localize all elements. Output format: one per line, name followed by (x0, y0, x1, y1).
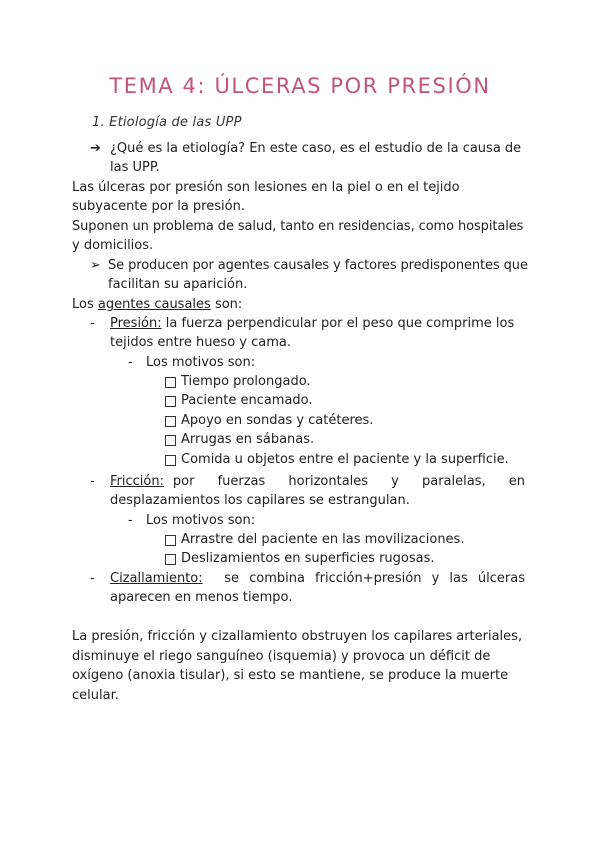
checkbox-icon (165, 416, 176, 427)
cizallamiento-line-1 (110, 569, 525, 589)
question-line-1: ¿Qué es la etiología? En este caso, es el estudio de la causa de (110, 141, 522, 156)
friccion-line-1 (110, 472, 525, 492)
dash-presion: - (90, 316, 95, 331)
causes-intro-suffix: son: (210, 297, 243, 312)
cizallamiento-text-1: se combina fricción+presión y las úlceras (224, 571, 525, 586)
checkbox-icon (165, 377, 176, 388)
presion-term: Presión: (110, 316, 162, 331)
presion-line-1 (110, 314, 525, 334)
question-line-2: las UPP. (110, 160, 160, 175)
cizallamiento-term: Cizallamiento: (110, 571, 203, 586)
friccion-motives-label: Los motivos son: (146, 513, 256, 528)
dash-friccion-motives: - (128, 513, 133, 528)
friccion-term: Fricción: (110, 474, 164, 489)
paragraph-2-line-2: y domicilios. (72, 238, 154, 253)
dash-presion-motives: - (128, 355, 133, 370)
friccion-motive-2: Deslizamientos en superficies rugosas. (181, 551, 435, 566)
presion-motive-1: Tiempo prolongado. (181, 374, 311, 389)
presion-text-1: la fuerza perpendicular por el peso que comprime los (165, 316, 515, 331)
presion-motive-2: Paciente encamado. (181, 393, 313, 408)
paragraph-2-line-1: Suponen un problema de salud, tanto en residencias, como hospitales (72, 219, 524, 234)
friccion-motive-1: Arrastre del paciente en las movilizaciones. (181, 532, 465, 547)
causes-intro (72, 295, 242, 315)
checkbox-icon (165, 435, 176, 446)
friccion-line-2: desplazamientos los capilares se estrangulan. (110, 493, 410, 508)
checkbox-icon (165, 554, 176, 565)
dash-friccion: - (90, 474, 95, 489)
arrow-icon: ➔ (90, 141, 101, 156)
bullet-arrow-icon: ➢ (90, 258, 101, 273)
causes-intro-prefix: Los (72, 297, 98, 312)
section-number: 1. (92, 115, 105, 130)
friccion-text-1: por fuerzas horizontales y paralelas, en (172, 474, 525, 489)
causes-intro-underlined: agentes causales (97, 297, 211, 312)
conclusion-line-3: oxígeno (anoxia tisular), si esto se mantiene, se produce la muerte (72, 668, 509, 683)
presion-line-2: tejidos entre hueso y cama. (110, 335, 291, 350)
conclusion-line-2: disminuye el riego sanguíneo (isquemia) y provoca un déficit de (72, 649, 491, 664)
conclusion-line-4: celular. (72, 688, 119, 703)
section-heading (92, 115, 242, 130)
paragraph-1-line-2: subyacente por la presión. (72, 199, 245, 214)
presion-motive-3: Apoyo en sondas y catéteres. (181, 413, 374, 428)
cizallamiento-line-2: aparecen en menos tiempo. (110, 590, 293, 605)
presion-motive-5: Comida u objetos entre el paciente y la superficie. (181, 452, 509, 467)
checkbox-icon (165, 455, 176, 466)
bullet-line-1: Se producen por agentes causales y factores predisponentes que (108, 258, 528, 273)
presion-motives-label: Los motivos son: (146, 355, 256, 370)
page-title: TEMA 4: ÚLCERAS POR PRESIÓN (109, 74, 491, 98)
checkbox-icon (165, 396, 176, 407)
section-label: Etiología de las UPP (109, 115, 242, 130)
checkbox-icon (165, 535, 176, 546)
conclusion-line-1: La presión, fricción y cizallamiento obstruyen los capilares arteriales, (72, 629, 523, 644)
paragraph-1-line-1: Las úlceras por presión son lesiones en la piel o en el tejido (72, 180, 460, 195)
dash-cizallamiento: - (90, 571, 95, 586)
bullet-line-2: facilitan su aparición. (108, 277, 248, 292)
presion-motive-4: Arrugas en sábanas. (181, 432, 315, 447)
